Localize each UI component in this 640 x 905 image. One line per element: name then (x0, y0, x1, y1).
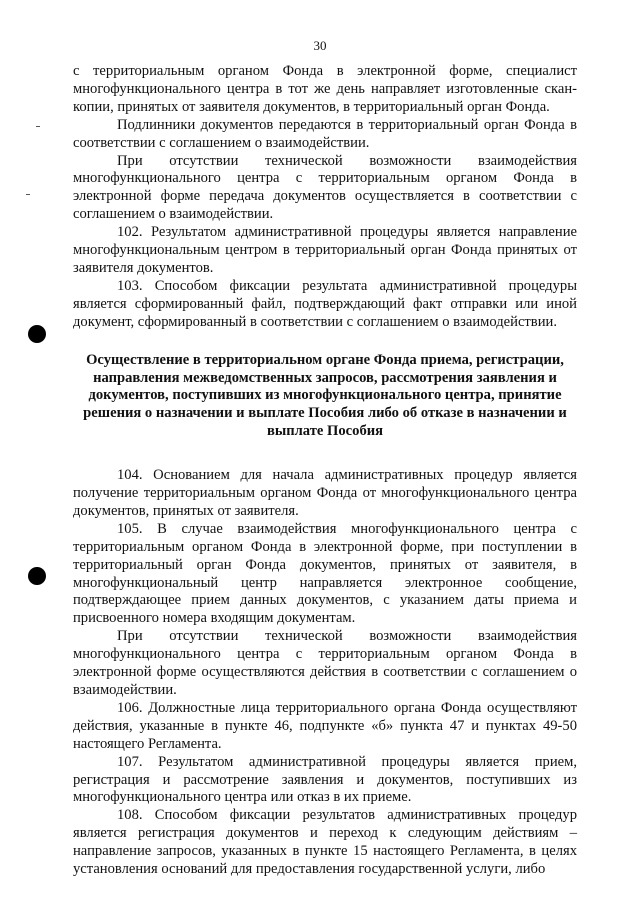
margin-dash-mark (26, 194, 30, 195)
paragraph-no-technical-possibility: При отсутствии технической возможности взаимодействия многофункционального центра с территориальным органом Фонда в электронной форме передача документов осуществляется в соответствии с соглашением о взаимодействии. (73, 152, 577, 223)
paragraph-102: 102. Результатом административной процедуры является направление многофункциональным центром в территориальный орган Фонда принятых от заявителя документов. (73, 224, 577, 276)
paragraph-continuation: с территориальным органом Фонда в электронной форме, специалист многофункционального центра в тот же день направляет изготовленные скан-копии, принятых от заявителя документов, в территориальный орган Фонда. (73, 63, 577, 115)
paragraph-107: 107. Результатом административной процедуры является прием, регистрация и рассмотрение заявления и документов, поступивших из многофункционального центра или отказ в их приеме. (73, 753, 577, 806)
paragraph-108: 108. Способом фиксации результатов административных процедур является регистрация документов и переход к следующим действиям – направление запросов, указанных в пункте 15 настоящего Регламента, в целях установления оснований для предоставления государственной услуги, либо (73, 807, 577, 878)
document-body (73, 63, 577, 879)
paragraph-104: 104. Основанием для начала административных процедур является получение территориальным органом Фонда от многофункционального центра документов, принятых от заявителя. (73, 467, 577, 519)
punch-hole-mark (28, 325, 46, 343)
page-number: 30 (313, 38, 327, 53)
paragraph-no-technical-possibility-2: При отсутствии технической возможности взаимодействия многофункционального центра с территориальным органом Фонда в электронной форме осуществляются действия в соответствии с соглашением о взаимодействии. (73, 628, 577, 698)
margin-dash-mark (36, 126, 40, 127)
paragraph-105: 105. В случае взаимодействия многофункционального центра с территориальным органом Фонда в электронной форме, при поступлении в территориальный орган Фонда документов, принятых от заявителя, в многофункциональный центр направляется электронное сообщение, подтверждающее прием данных документов, с указанием даты приема и присвоенного номера входящим документам. (73, 520, 577, 627)
paragraph-103: 103. Способом фиксации результата административной процедуры является сформированный файл, подтверждающий факт отправки или иной документ, сформированный в соответствии с соглашением о взаимодействии. (73, 277, 577, 330)
section-heading: Осуществление в территориальном органе Фонда приема, регистрации, направления межведомственных запросов, рассмотрения заявления и документов, поступивших из многофункционального центра, принятие решения о назначении и выплате Пособия либо об отказе в назначении и выплате Пособия (83, 351, 567, 440)
punch-hole-mark (28, 567, 46, 585)
paragraph-originals: Подлинники документов передаются в территориальный орган Фонда в соответствии с соглашением о взаимодействии. (73, 116, 577, 151)
paragraph-106: 106. Должностные лица территориального органа Фонда осуществляют действия, указанные в пункте 46, подпункте «б» пункта 47 и пунктах 49-50 настоящего Регламента. (73, 699, 577, 752)
